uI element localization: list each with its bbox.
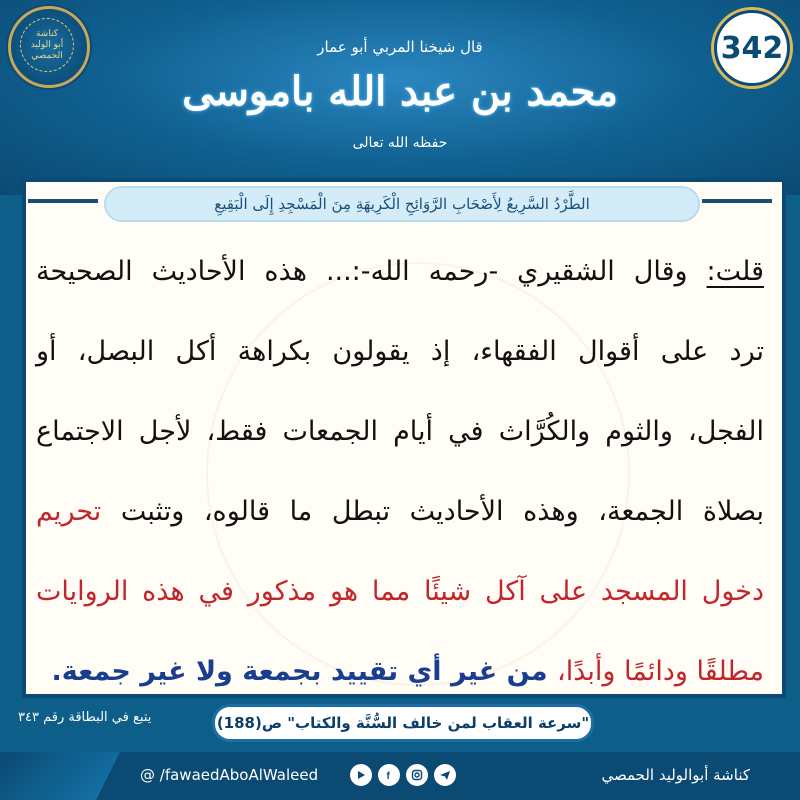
youtube-icon[interactable] [350, 764, 372, 786]
body-line-1 [36, 232, 764, 312]
intro-line: قال شيخنا المربي أبو عمار [317, 38, 483, 56]
body-line-3: الفجل، والثوم والكُرَّاث في أيام الجمعات فقط، لأجل الاجتماع [36, 416, 764, 447]
topic-banner [104, 186, 700, 222]
telegram-icon[interactable] [434, 764, 456, 786]
highlight-always: مطلقًا ودائمًا وأبدًا، [557, 656, 764, 687]
line-1-text: وقال الشقيري -رحمه الله-:... هذه الأحاديث الصحيحة [36, 256, 707, 287]
line-4-text: بصلاة الجمعة، وهذه الأحاديث تبطل ما قالوه، وتثبت [101, 496, 764, 527]
source-text: "سرعة العقاب لمن خالف السُّنَّة والكتاب" ص(188) [216, 714, 590, 732]
svg-text:f: f [386, 771, 390, 781]
followup-note: يتبع في البطاقة رقم ٣٤٣ [18, 710, 152, 725]
instagram-icon[interactable] [406, 764, 428, 786]
logo-text-3: الحمصي [31, 50, 63, 61]
social-icons [350, 764, 456, 786]
topic-title: الطَّرْدُ السَّرِيعُ لِأَصْحَابِ الرَّوَائِحِ الْكَرِيهَةِ مِنَ الْمَسْجِدِ إِلَى الْبَقِيعِ [214, 195, 590, 213]
channel-name: كناشة أبوالوليد الحمصي [601, 766, 750, 784]
logo-text-2: أبو الوليد [30, 39, 64, 50]
social-handle[interactable]: @ /fawaedAboAlWaleed [140, 766, 319, 784]
blessing-line: حفظه الله تعالى [352, 135, 448, 151]
quote-body [36, 232, 764, 712]
body-line-2: ترد على أقوال الفقهاء، إذ يقولون بكراهة أكل البصل، أو [36, 336, 764, 367]
body-line-5: دخول المسجد على آكل شيئًا مما هو مذكور في هذه الروايات [36, 576, 764, 607]
logo-text-1: كناشة [35, 28, 59, 39]
body-line-4 [36, 472, 764, 552]
source-citation [212, 704, 594, 742]
lead-word: قلت: [706, 256, 764, 287]
scholar-name: محمد بن عبد الله باموسى [182, 68, 618, 115]
topic-divider-left [28, 199, 98, 203]
facebook-icon[interactable] [378, 764, 400, 786]
highlight-conclusion: من غير أي تقييد بجمعة ولا غير جمعة. [51, 656, 558, 687]
highlight-prohibition: تحريم [36, 496, 102, 527]
card-number: 342 [720, 30, 784, 66]
topic-divider-right [702, 199, 772, 203]
body-line-6 [36, 632, 764, 712]
